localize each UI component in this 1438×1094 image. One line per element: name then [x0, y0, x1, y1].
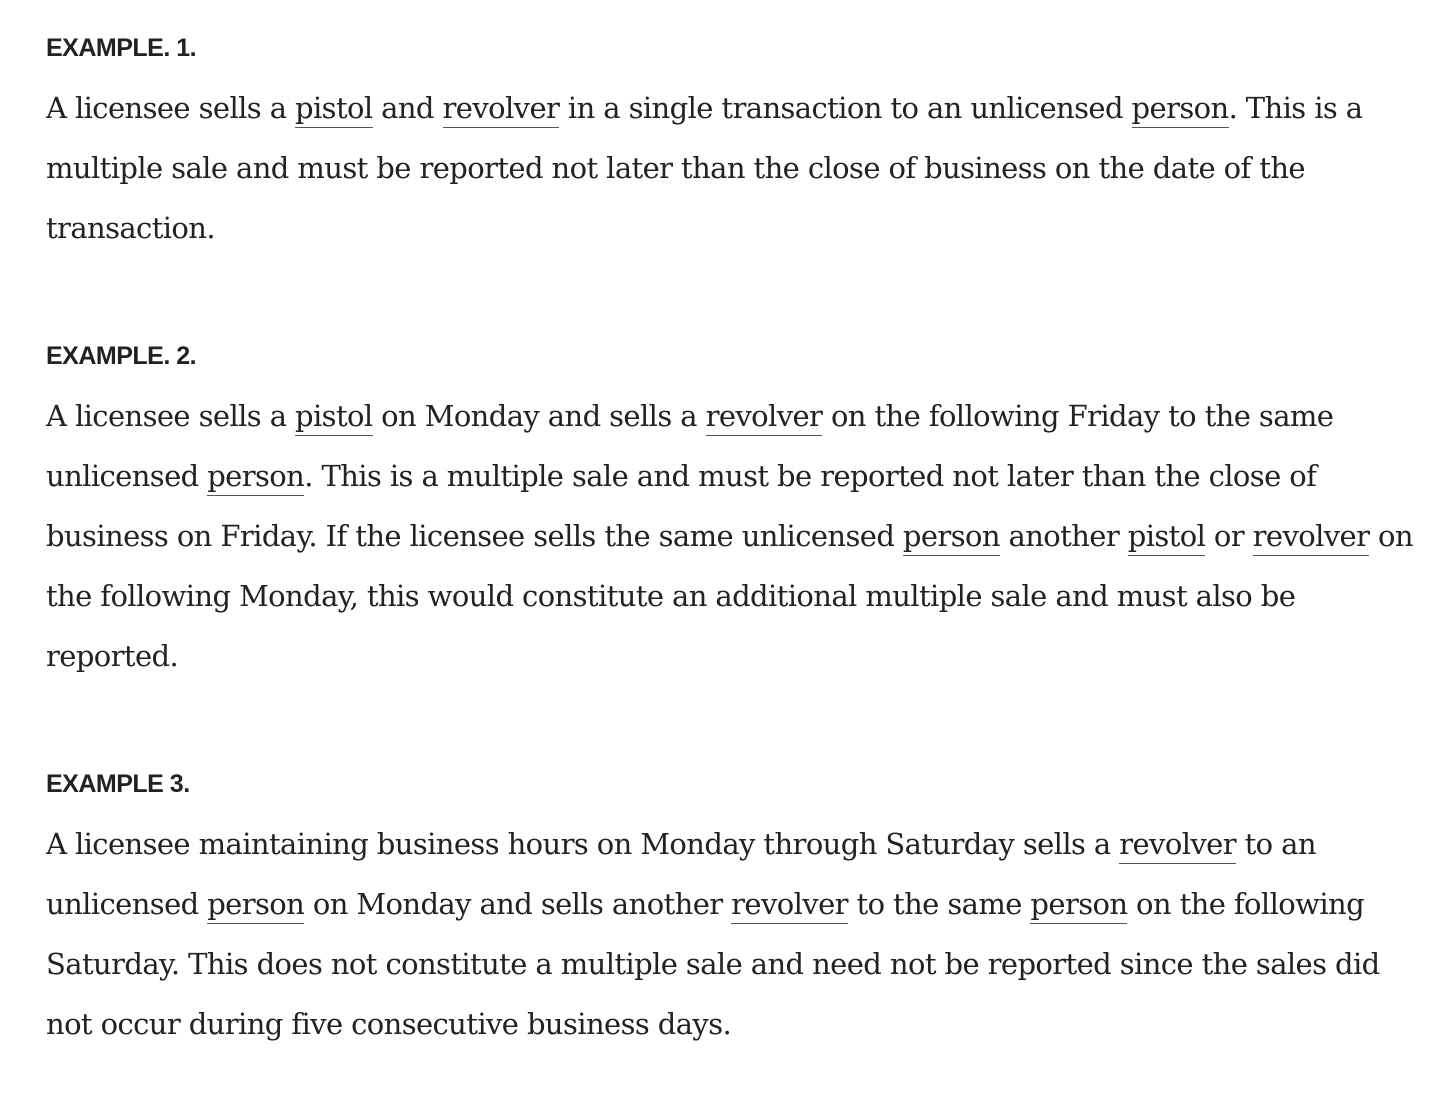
paragraph-text: . This is a multiple sale and must be reported not later than the close of business on Friday. If the licensee sells the same unlicensed	[46, 459, 1317, 553]
paragraph-text: and	[372, 91, 443, 125]
term-link-pistol[interactable]: pistol	[1128, 519, 1206, 556]
paragraph-text: on Monday and sells another	[304, 887, 732, 921]
paragraph-text: or	[1205, 519, 1253, 553]
term-link-person[interactable]: person	[903, 519, 1000, 556]
example-2-paragraph	[46, 386, 1416, 686]
paragraph-text: to the same	[847, 887, 1031, 921]
term-link-person[interactable]: person	[1132, 91, 1229, 128]
term-link-pistol[interactable]: pistol	[295, 399, 373, 436]
example-1-heading: EXAMPLE. 1.	[46, 34, 197, 62]
paragraph-text: another	[999, 519, 1128, 553]
term-link-person[interactable]: person	[207, 459, 304, 496]
paragraph-text: to an unlicensed	[46, 827, 1316, 921]
term-link-person[interactable]: person	[207, 887, 304, 924]
paragraph-text: on the following Saturday. This does not constitute a multiple sale and need not be reported since the sales did not occur during five consecutive business days.	[46, 887, 1380, 1041]
term-link-revolver[interactable]: revolver	[731, 887, 848, 924]
term-link-revolver[interactable]: revolver	[1253, 519, 1370, 556]
term-link-revolver[interactable]: revolver	[443, 91, 560, 128]
term-link-revolver[interactable]: revolver	[1119, 827, 1236, 864]
paragraph-text: on Monday and sells a	[372, 399, 706, 433]
paragraph-text: A licensee sells a	[46, 399, 296, 433]
paragraph-text: on the following Friday to the same unlicensed	[46, 399, 1334, 493]
paragraph-text: in a single transaction to an unlicensed	[559, 91, 1132, 125]
paragraph-text: A licensee sells a	[46, 91, 296, 125]
term-link-pistol[interactable]: pistol	[295, 91, 373, 128]
paragraph-text: A licensee maintaining business hours on Monday through Saturday sells a	[46, 827, 1120, 861]
example-3-paragraph	[46, 814, 1416, 1054]
paragraph-text: on the following Monday, this would constitute an additional multiple sale and must also be reported.	[46, 519, 1413, 673]
term-link-person[interactable]: person	[1030, 887, 1127, 924]
paragraph-text: . This is a multiple sale and must be reported not later than the close of business on the date of the transaction.	[46, 91, 1363, 245]
example-1-paragraph	[46, 78, 1416, 258]
example-2-heading: EXAMPLE. 2.	[46, 342, 197, 370]
term-link-revolver[interactable]: revolver	[706, 399, 823, 436]
example-3-heading: EXAMPLE 3.	[46, 770, 190, 798]
